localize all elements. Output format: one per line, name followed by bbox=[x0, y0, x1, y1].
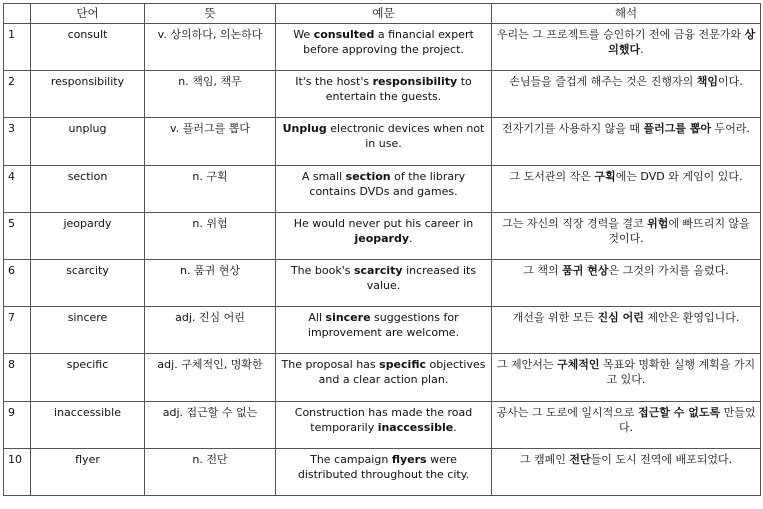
vocab-word: responsibility bbox=[31, 71, 145, 118]
example-text: objectives and a clear action plan. bbox=[318, 358, 486, 387]
translation-text: 제안은 환영입니다. bbox=[643, 311, 740, 325]
example-text: A small bbox=[301, 169, 346, 183]
translation-text: 플러그를 뽑아 bbox=[643, 122, 712, 136]
translation bbox=[492, 118, 761, 165]
translation-text: . bbox=[640, 43, 644, 56]
word-meaning: adj. 진심 어린 bbox=[145, 307, 276, 354]
table-row bbox=[4, 259, 761, 306]
table-row bbox=[4, 165, 761, 212]
example-text: responsibility bbox=[372, 75, 458, 89]
example-sentence bbox=[276, 165, 492, 212]
example-text: All bbox=[308, 311, 326, 325]
example-text: section bbox=[345, 169, 391, 183]
translation-text: 구획 bbox=[594, 169, 616, 183]
example-text: inaccessible bbox=[377, 420, 454, 434]
vocab-word: unplug bbox=[31, 118, 145, 165]
example-text: . bbox=[409, 231, 413, 245]
table-body bbox=[4, 24, 761, 496]
word-meaning: n. 구획 bbox=[145, 165, 276, 212]
translation-text: 품귀 현상 bbox=[562, 263, 609, 277]
translation-text: 상의했다 bbox=[608, 28, 756, 56]
example-text: a financial expert before approving the project. bbox=[303, 28, 474, 56]
translation-text: 에는 DVD 와 게임이 있다. bbox=[615, 169, 743, 183]
example-text: specific bbox=[379, 358, 426, 372]
translation bbox=[492, 24, 761, 71]
example-text: electronic devices when not in use. bbox=[326, 122, 485, 151]
translation bbox=[492, 165, 761, 212]
row-number: 8 bbox=[4, 354, 31, 401]
row-number: 3 bbox=[4, 118, 31, 165]
row-number: 10 bbox=[4, 448, 31, 495]
vocab-word: scarcity bbox=[31, 259, 145, 306]
example-sentence bbox=[276, 448, 492, 495]
word-meaning: n. 전단 bbox=[145, 448, 276, 495]
example-text: were distributed throughout the city. bbox=[297, 452, 470, 481]
table-row bbox=[4, 212, 761, 259]
row-number: 5 bbox=[4, 212, 31, 259]
translation-text: 위험 bbox=[647, 216, 669, 230]
table-header bbox=[4, 4, 761, 24]
example-sentence bbox=[276, 401, 492, 448]
table-row bbox=[4, 354, 761, 401]
example-text: He would never put his career in bbox=[293, 216, 474, 230]
translation bbox=[492, 401, 761, 448]
word-meaning: v. 상의하다, 의논하다 bbox=[145, 24, 276, 71]
translation-text: 그 캠페인 bbox=[519, 452, 570, 466]
example-text: The proposal has bbox=[281, 358, 380, 372]
row-number: 6 bbox=[4, 259, 31, 306]
example-sentence bbox=[276, 118, 492, 165]
translation-text: 그 책의 bbox=[523, 263, 563, 277]
translation-text: 진심 어린 bbox=[597, 311, 644, 325]
translation-text: 은 그것의 가치를 올렸다. bbox=[608, 263, 729, 277]
example-text: The book's bbox=[290, 263, 354, 277]
vocab-word: inaccessible bbox=[31, 401, 145, 448]
translation-text: 전단 bbox=[569, 452, 591, 466]
translation-text: 목표와 명확한 실행 계획을 가지고 있다. bbox=[599, 358, 756, 387]
translation-text: 개선을 위한 모든 bbox=[512, 311, 598, 325]
row-number: 1 bbox=[4, 24, 31, 71]
row-number: 2 bbox=[4, 71, 31, 118]
translation bbox=[492, 212, 761, 259]
translation-text: 손님들을 즐겁게 해주는 것은 진행자의 bbox=[509, 75, 697, 89]
row-number: 4 bbox=[4, 165, 31, 212]
table-row bbox=[4, 401, 761, 448]
vocabulary-table bbox=[3, 3, 761, 496]
example-text: sincere bbox=[325, 311, 371, 325]
example-text: suggestions for improvement are welcome. bbox=[307, 311, 460, 340]
example-sentence bbox=[276, 354, 492, 401]
header-word: 단어 bbox=[31, 4, 145, 24]
translation-text: 이다. bbox=[718, 75, 743, 89]
translation-text: 공사는 그 도로에 일시적으로 bbox=[496, 405, 639, 419]
header-meaning: 뜻 bbox=[145, 4, 276, 24]
table-row bbox=[4, 71, 761, 118]
word-meaning: v. 플러그를 뽑다 bbox=[145, 118, 276, 165]
example-text: flyers bbox=[391, 452, 427, 466]
translation-text: 우리는 그 프로젝트를 승인하기 전에 금융 전문가와 bbox=[496, 28, 745, 41]
translation bbox=[492, 259, 761, 306]
header-row bbox=[4, 4, 761, 24]
example-text: consulted bbox=[313, 28, 375, 41]
translation-text: 책임 bbox=[696, 75, 718, 89]
translation-text: 에 빠뜨리지 않을 것이다. bbox=[608, 216, 750, 245]
table-row bbox=[4, 24, 761, 71]
example-text: jeopardy bbox=[354, 231, 410, 245]
example-text: to entertain the guests. bbox=[325, 75, 472, 104]
table-row bbox=[4, 448, 761, 495]
example-sentence bbox=[276, 307, 492, 354]
translation bbox=[492, 307, 761, 354]
translation-text: 그 제안서는 bbox=[496, 358, 557, 372]
vocab-word: specific bbox=[31, 354, 145, 401]
example-sentence bbox=[276, 71, 492, 118]
header-example: 예문 bbox=[276, 4, 492, 24]
table-row bbox=[4, 307, 761, 354]
header-number bbox=[4, 4, 31, 24]
example-text: . bbox=[453, 420, 457, 434]
row-number: 9 bbox=[4, 401, 31, 448]
example-sentence bbox=[276, 212, 492, 259]
translation-text: 구체적인 bbox=[556, 358, 600, 372]
translation bbox=[492, 354, 761, 401]
translation-text: 들이 도시 전역에 배포되었다. bbox=[590, 452, 733, 466]
vocab-word: sincere bbox=[31, 307, 145, 354]
word-meaning: n. 책임, 책무 bbox=[145, 71, 276, 118]
translation-text: 만들었다. bbox=[618, 405, 756, 434]
vocab-word: section bbox=[31, 165, 145, 212]
example-text: We bbox=[293, 28, 314, 41]
word-meaning: adj. 구체적인, 명확한 bbox=[145, 354, 276, 401]
row-number: 7 bbox=[4, 307, 31, 354]
vocab-word: flyer bbox=[31, 448, 145, 495]
table-row bbox=[4, 118, 761, 165]
word-meaning: n. 위험 bbox=[145, 212, 276, 259]
translation-text: 두어라. bbox=[711, 122, 750, 136]
example-text: Construction has made the road temporarily bbox=[294, 405, 473, 434]
word-meaning: adj. 접근할 수 없는 bbox=[145, 401, 276, 448]
example-text: increased its value. bbox=[366, 263, 477, 292]
word-meaning: n. 품귀 현상 bbox=[145, 259, 276, 306]
example-sentence bbox=[276, 259, 492, 306]
header-translation: 해석 bbox=[492, 4, 761, 24]
example-sentence bbox=[276, 24, 492, 71]
vocab-word: jeopardy bbox=[31, 212, 145, 259]
translation bbox=[492, 448, 761, 495]
example-text: It's the host's bbox=[295, 75, 373, 89]
example-text: scarcity bbox=[353, 263, 403, 277]
example-text: The campaign bbox=[310, 452, 392, 466]
vocab-word: consult bbox=[31, 24, 145, 71]
translation bbox=[492, 71, 761, 118]
translation-text: 그 도서관의 작은 bbox=[509, 169, 595, 183]
translation-text: 그는 자신의 직장 경력을 결코 bbox=[502, 216, 648, 230]
example-text: of the library contains DVDs and games. bbox=[309, 169, 466, 198]
example-text: Unplug bbox=[282, 122, 327, 136]
translation-text: 접근할 수 없도록 bbox=[638, 405, 721, 419]
translation-text: 전자기기를 사용하지 않을 때 bbox=[502, 122, 644, 136]
